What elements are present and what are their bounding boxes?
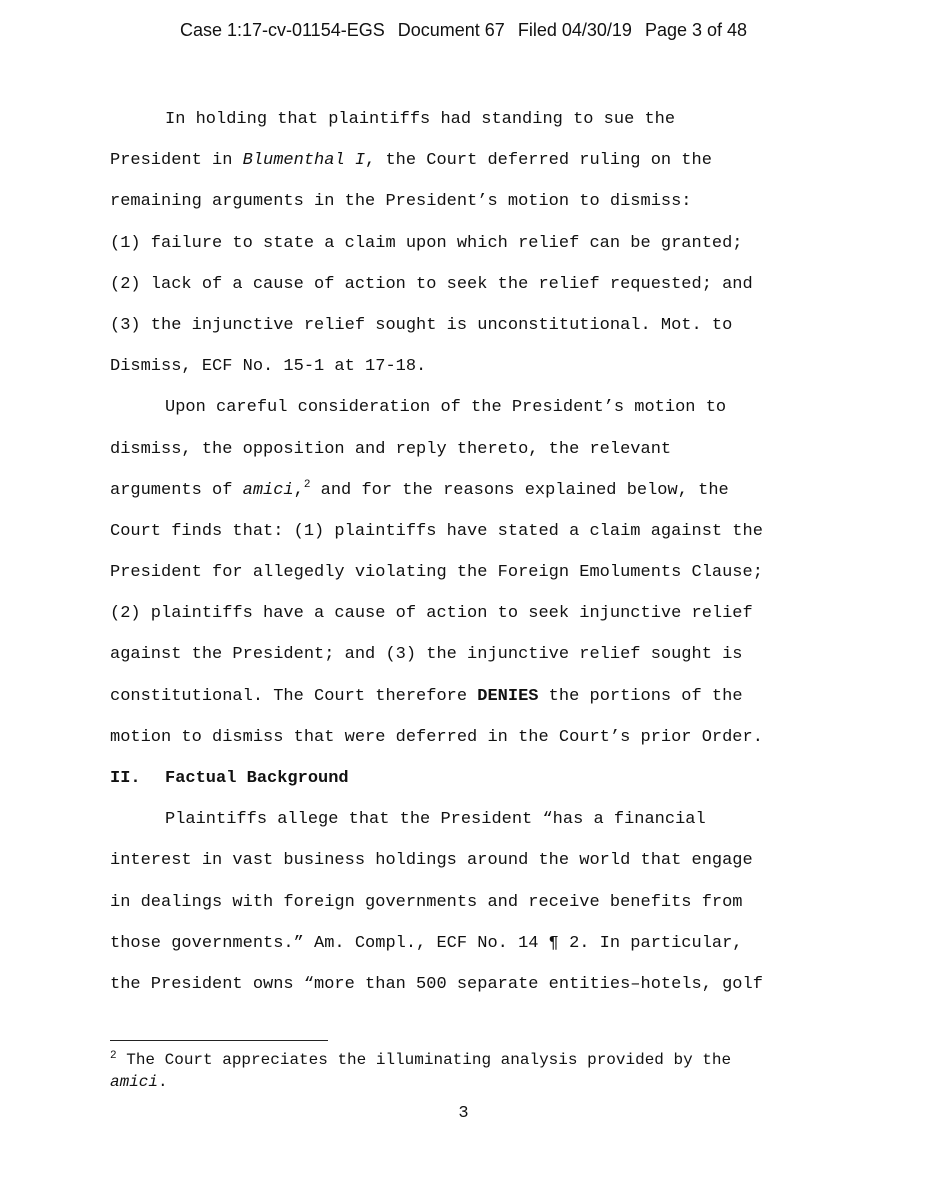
text-line: interest in vast business holdings around the world that engage [110,851,753,871]
text-line: Plaintiffs allege that the President “has a financial [165,810,706,830]
text-line: Court finds that: (1) plaintiffs have stated a claim against the [110,521,763,541]
paragraph-3 [110,799,830,1005]
text-line: President for allegedly violating the Foreign Emoluments Clause; [110,563,763,583]
text-run: and for the reasons explained below, the [310,480,729,500]
section-title: Factual Background [165,769,349,788]
text-run: constitutional. The Court therefore [110,686,478,706]
section-heading [110,758,830,799]
text-line: Dismiss, ECF No. 15-1 at 17-18. [110,357,427,377]
page-header [0,20,927,41]
text-line: (1) failure to state a claim upon which relief can be granted; [110,233,743,253]
text-line: remaining arguments in the President’s motion to dismiss: [110,192,692,212]
text-run: , [293,480,304,500]
text-line [110,676,830,717]
case-number: Case 1:17-cv-01154-EGS [179,20,385,40]
text-line [110,470,830,511]
paragraph-1 [110,99,830,387]
page-indicator: Page 3 of 48 [644,20,748,40]
text-line: In holding that plaintiffs had standing to sue the [165,110,676,129]
text-run: President in [110,151,243,171]
text-run: arguments of [110,480,243,500]
paragraph-2 [110,387,830,758]
section-number: II. [110,769,141,788]
amici-italic: amici [110,1073,159,1091]
amici-italic: amici [242,480,294,500]
text-line: (3) the injunctive relief sought is unconstitutional. Mot. to [110,315,733,335]
text-line: dismiss, the opposition and reply thereto, the relevant [110,439,672,459]
text-line: (2) plaintiffs have a cause of action to seek injunctive relief [110,604,753,624]
footnote-line [110,1049,731,1071]
text-run: The Court appreciates the illuminating analysis provided by the [116,1051,732,1069]
footnote-line [110,1071,731,1093]
filed-date: Filed 04/30/19 [517,20,632,40]
text-line: (2) lack of a cause of action to seek the relief requested; and [110,274,753,294]
text-line: against the President; and (3) the injunctive relief sought is [110,645,743,665]
text-line: in dealings with foreign governments and receive benefits from [110,892,743,912]
text-line: the President owns “more than 500 separate entities–hotels, golf [110,974,763,994]
document-number: Document 67 [397,20,505,40]
text-run: . [158,1073,168,1091]
text-line: Upon careful consideration of the President’s motion to [165,398,727,418]
text-line: those governments.” Am. Compl., ECF No. 14 ¶ 2. In particular, [110,933,743,953]
text-run: the portions of the [538,686,743,706]
footnote-divider [110,1040,328,1041]
page-number: 3 [458,1104,469,1123]
footnote-reference[interactable]: 2 [303,478,311,491]
document-body [110,99,830,1005]
text-line: motion to dismiss that were deferred in the Court’s prior Order. [110,727,763,747]
text-run: , the Court deferred ruling on the [365,151,712,171]
footnote [110,1049,731,1093]
text-line [110,140,830,181]
denies-bold: DENIES [477,686,539,706]
case-name-italic: Blumenthal I [242,151,366,171]
footnote-marker: 2 [110,1050,117,1062]
